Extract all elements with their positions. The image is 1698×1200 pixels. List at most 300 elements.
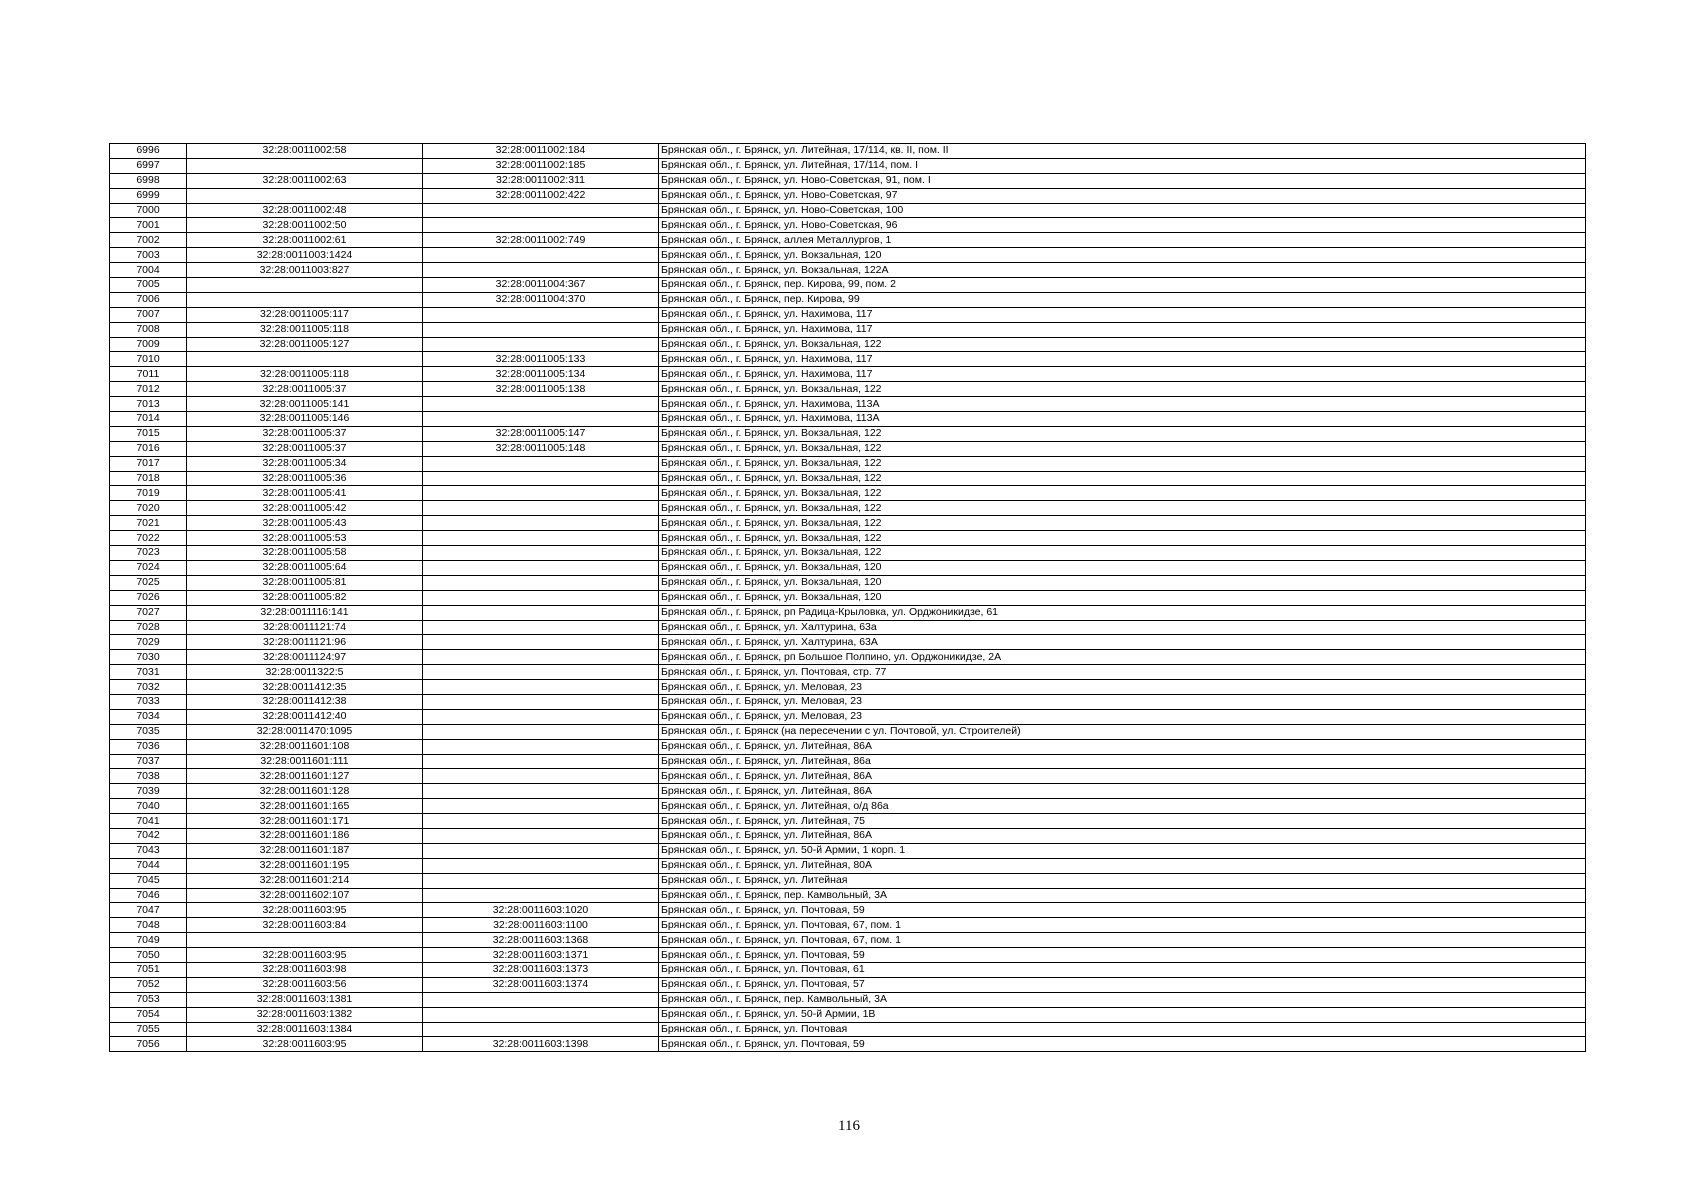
address-cell: Брянская обл., г. Брянск, рп Радица-Крыловка, ул. Орджоникидзе, 61 <box>659 605 1586 620</box>
land-cadastral-number-cell: 32:28:0011603:84 <box>187 918 423 933</box>
address-cell: Брянская обл., г. Брянск, ул. Литейная, 75 <box>659 814 1586 829</box>
table-row <box>110 292 1586 307</box>
building-cadastral-number-cell <box>423 456 659 471</box>
address-cell: Брянская обл., г. Брянск, ул. Вокзальная, 120 <box>659 575 1586 590</box>
table-row <box>110 516 1586 531</box>
address-cell: Брянская обл., г. Брянск, пер. Кирова, 99, пом. 2 <box>659 278 1586 293</box>
address-cell: Брянская обл., г. Брянск, пер. Камвольный, 3А <box>659 992 1586 1007</box>
table-row <box>110 560 1586 575</box>
table-row <box>110 650 1586 665</box>
land-cadastral-number-cell: 32:28:0011603:1381 <box>187 992 423 1007</box>
row-number-cell: 7051 <box>110 962 187 977</box>
row-number-cell: 7008 <box>110 322 187 337</box>
address-cell: Брянская обл., г. Брянск, ул. Литейная, 17/114, кв. II, пом. II <box>659 144 1586 159</box>
land-cadastral-number-cell <box>187 933 423 948</box>
building-cadastral-number-cell <box>423 769 659 784</box>
row-number-cell: 7032 <box>110 680 187 695</box>
address-cell: Брянская обл., г. Брянск, ул. Нахимова, 117 <box>659 352 1586 367</box>
building-cadastral-number-cell: 32:28:0011002:185 <box>423 158 659 173</box>
table-row <box>110 1037 1586 1052</box>
row-number-cell: 7026 <box>110 590 187 605</box>
table-row <box>110 694 1586 709</box>
building-cadastral-number-cell: 32:28:0011002:184 <box>423 144 659 159</box>
building-cadastral-number-cell <box>423 739 659 754</box>
land-cadastral-number-cell: 32:28:0011603:95 <box>187 903 423 918</box>
row-number-cell: 7047 <box>110 903 187 918</box>
address-cell: Брянская обл., г. Брянск, ул. Вокзальная, 122А <box>659 263 1586 278</box>
row-number-cell: 7007 <box>110 307 187 322</box>
row-number-cell: 7013 <box>110 397 187 412</box>
table-row <box>110 352 1586 367</box>
address-cell: Брянская обл., г. Брянск, ул. Халтурина, 63А <box>659 635 1586 650</box>
land-cadastral-number-cell: 32:28:0011601:108 <box>187 739 423 754</box>
land-cadastral-number-cell: 32:28:0011601:128 <box>187 784 423 799</box>
building-cadastral-number-cell: 32:28:0011603:1398 <box>423 1037 659 1052</box>
land-cadastral-number-cell: 32:28:0011005:64 <box>187 560 423 575</box>
table-row <box>110 233 1586 248</box>
building-cadastral-number-cell <box>423 888 659 903</box>
address-cell: Брянская обл., г. Брянск, ул. Вокзальная, 122 <box>659 501 1586 516</box>
building-cadastral-number-cell: 32:28:0011603:1371 <box>423 948 659 963</box>
land-cadastral-number-cell: 32:28:0011121:74 <box>187 620 423 635</box>
land-cadastral-number-cell: 32:28:0011602:107 <box>187 888 423 903</box>
row-number-cell: 7043 <box>110 843 187 858</box>
table-row <box>110 188 1586 203</box>
row-number-cell: 7037 <box>110 754 187 769</box>
land-cadastral-number-cell: 32:28:0011005:36 <box>187 471 423 486</box>
row-number-cell: 7010 <box>110 352 187 367</box>
table-row <box>110 873 1586 888</box>
address-cell: Брянская обл., г. Брянск, ул. Почтовая, 59 <box>659 1037 1586 1052</box>
building-cadastral-number-cell <box>423 814 659 829</box>
building-cadastral-number-cell <box>423 531 659 546</box>
building-cadastral-number-cell <box>423 724 659 739</box>
building-cadastral-number-cell <box>423 754 659 769</box>
row-number-cell: 7052 <box>110 977 187 992</box>
row-number-cell: 7009 <box>110 337 187 352</box>
land-cadastral-number-cell: 32:28:0011322:5 <box>187 665 423 680</box>
building-cadastral-number-cell <box>423 1022 659 1037</box>
registry-table-body <box>110 144 1586 1052</box>
address-cell: Брянская обл., г. Брянск, ул. Вокзальная, 120 <box>659 560 1586 575</box>
address-cell: Брянская обл., г. Брянск, ул. Литейная, 86а <box>659 754 1586 769</box>
table-row <box>110 322 1586 337</box>
table-row <box>110 441 1586 456</box>
address-cell: Брянская обл., г. Брянск, ул. Вокзальная, 122 <box>659 456 1586 471</box>
building-cadastral-number-cell <box>423 590 659 605</box>
address-cell: Брянская обл., г. Брянск, ул. Вокзальная, 122 <box>659 426 1586 441</box>
row-number-cell: 7056 <box>110 1037 187 1052</box>
building-cadastral-number-cell <box>423 620 659 635</box>
land-cadastral-number-cell: 32:28:0011470:1095 <box>187 724 423 739</box>
land-cadastral-number-cell: 32:28:0011005:42 <box>187 501 423 516</box>
row-number-cell: 7045 <box>110 873 187 888</box>
building-cadastral-number-cell: 32:28:0011603:1368 <box>423 933 659 948</box>
row-number-cell: 7050 <box>110 948 187 963</box>
address-cell: Брянская обл., г. Брянск, ул. Почтовая, 57 <box>659 977 1586 992</box>
address-cell: Брянская обл., г. Брянск, ул. Почтовая, 67, пом. 1 <box>659 918 1586 933</box>
building-cadastral-number-cell: 32:28:0011004:367 <box>423 278 659 293</box>
building-cadastral-number-cell <box>423 263 659 278</box>
address-cell: Брянская обл., г. Брянск, ул. Ново-Советская, 91, пом. I <box>659 173 1586 188</box>
row-number-cell: 7025 <box>110 575 187 590</box>
row-number-cell: 7031 <box>110 665 187 680</box>
land-cadastral-number-cell: 32:28:0011005:34 <box>187 456 423 471</box>
address-cell: Брянская обл., г. Брянск, ул. Меловая, 23 <box>659 694 1586 709</box>
land-cadastral-number-cell: 32:28:0011601:195 <box>187 858 423 873</box>
land-cadastral-number-cell: 32:28:0011603:98 <box>187 962 423 977</box>
row-number-cell: 7033 <box>110 694 187 709</box>
table-row <box>110 665 1586 680</box>
land-cadastral-number-cell <box>187 278 423 293</box>
building-cadastral-number-cell: 32:28:0011005:138 <box>423 382 659 397</box>
row-number-cell: 7017 <box>110 456 187 471</box>
table-row <box>110 828 1586 843</box>
land-cadastral-number-cell: 32:28:0011002:48 <box>187 203 423 218</box>
address-cell: Брянская обл., г. Брянск, ул. Нахимова, 117 <box>659 307 1586 322</box>
table-row <box>110 278 1586 293</box>
address-cell: Брянская обл., г. Брянск, ул. Вокзальная, 120 <box>659 248 1586 263</box>
land-cadastral-number-cell: 32:28:0011005:37 <box>187 382 423 397</box>
address-cell: Брянская обл., г. Брянск, ул. Литейная, 86А <box>659 739 1586 754</box>
land-cadastral-number-cell: 32:28:0011121:96 <box>187 635 423 650</box>
address-cell: Брянская обл., г. Брянск, ул. Вокзальная, 122 <box>659 471 1586 486</box>
address-cell: Брянская обл., г. Брянск, аллея Металлургов, 1 <box>659 233 1586 248</box>
address-cell: Брянская обл., г. Брянск, ул. 50-й Армии, 1В <box>659 1007 1586 1022</box>
building-cadastral-number-cell <box>423 501 659 516</box>
table-row <box>110 397 1586 412</box>
address-cell: Брянская обл., г. Брянск, ул. Литейная, 86А <box>659 784 1586 799</box>
building-cadastral-number-cell <box>423 799 659 814</box>
land-cadastral-number-cell: 32:28:0011601:171 <box>187 814 423 829</box>
row-number-cell: 7035 <box>110 724 187 739</box>
building-cadastral-number-cell <box>423 828 659 843</box>
registry-table <box>109 143 1586 1052</box>
row-number-cell: 7055 <box>110 1022 187 1037</box>
address-cell: Брянская обл., г. Брянск, ул. Литейная, о/д 86а <box>659 799 1586 814</box>
row-number-cell: 7003 <box>110 248 187 263</box>
row-number-cell: 7004 <box>110 263 187 278</box>
table-row <box>110 1022 1586 1037</box>
row-number-cell: 7011 <box>110 367 187 382</box>
land-cadastral-number-cell: 32:28:0011005:37 <box>187 426 423 441</box>
row-number-cell: 7028 <box>110 620 187 635</box>
land-cadastral-number-cell: 32:28:0011601:186 <box>187 828 423 843</box>
land-cadastral-number-cell <box>187 188 423 203</box>
row-number-cell: 7038 <box>110 769 187 784</box>
land-cadastral-number-cell: 32:28:0011124:97 <box>187 650 423 665</box>
building-cadastral-number-cell: 32:28:0011002:311 <box>423 173 659 188</box>
table-row <box>110 977 1586 992</box>
address-cell: Брянская обл., г. Брянск, ул. Меловая, 23 <box>659 680 1586 695</box>
row-number-cell: 7022 <box>110 531 187 546</box>
row-number-cell: 7030 <box>110 650 187 665</box>
building-cadastral-number-cell <box>423 858 659 873</box>
land-cadastral-number-cell: 32:28:0011005:118 <box>187 322 423 337</box>
table-row <box>110 486 1586 501</box>
land-cadastral-number-cell <box>187 292 423 307</box>
table-row <box>110 248 1586 263</box>
land-cadastral-number-cell: 32:28:0011005:118 <box>187 367 423 382</box>
address-cell: Брянская обл., г. Брянск, ул. Ново-Советская, 100 <box>659 203 1586 218</box>
table-row <box>110 724 1586 739</box>
building-cadastral-number-cell <box>423 412 659 427</box>
address-cell: Брянская обл., г. Брянск, ул. Вокзальная, 120 <box>659 590 1586 605</box>
address-cell: Брянская обл., г. Брянск, ул. Литейная, 86А <box>659 828 1586 843</box>
table-row <box>110 471 1586 486</box>
building-cadastral-number-cell: 32:28:0011002:749 <box>423 233 659 248</box>
table-row <box>110 888 1586 903</box>
address-cell: Брянская обл., г. Брянск, ул. Литейная <box>659 873 1586 888</box>
building-cadastral-number-cell <box>423 516 659 531</box>
table-row <box>110 992 1586 1007</box>
building-cadastral-number-cell <box>423 992 659 1007</box>
row-number-cell: 7023 <box>110 546 187 561</box>
address-cell: Брянская обл., г. Брянск, ул. Литейная, 17/114, пом. I <box>659 158 1586 173</box>
building-cadastral-number-cell: 32:28:0011603:1373 <box>423 962 659 977</box>
row-number-cell: 7036 <box>110 739 187 754</box>
land-cadastral-number-cell: 32:28:0011603:1384 <box>187 1022 423 1037</box>
address-cell: Брянская обл., г. Брянск, ул. Нахимова, 113А <box>659 412 1586 427</box>
building-cadastral-number-cell <box>423 218 659 233</box>
land-cadastral-number-cell: 32:28:0011003:827 <box>187 263 423 278</box>
land-cadastral-number-cell: 32:28:0011005:41 <box>187 486 423 501</box>
table-row <box>110 754 1586 769</box>
table-row <box>110 709 1586 724</box>
table-row <box>110 501 1586 516</box>
building-cadastral-number-cell: 32:28:0011002:422 <box>423 188 659 203</box>
land-cadastral-number-cell: 32:28:0011002:58 <box>187 144 423 159</box>
row-number-cell: 7044 <box>110 858 187 873</box>
building-cadastral-number-cell: 32:28:0011005:147 <box>423 426 659 441</box>
land-cadastral-number-cell <box>187 158 423 173</box>
building-cadastral-number-cell <box>423 575 659 590</box>
table-row <box>110 412 1586 427</box>
row-number-cell: 7042 <box>110 828 187 843</box>
land-cadastral-number-cell: 32:28:0011002:63 <box>187 173 423 188</box>
address-cell: Брянская обл., г. Брянск, ул. Ново-Советская, 96 <box>659 218 1586 233</box>
address-cell: Брянская обл., г. Брянск, пер. Кирова, 99 <box>659 292 1586 307</box>
address-cell: Брянская обл., г. Брянск, пер. Камвольный, 3А <box>659 888 1586 903</box>
table-row <box>110 680 1586 695</box>
row-number-cell: 7018 <box>110 471 187 486</box>
building-cadastral-number-cell <box>423 635 659 650</box>
table-row <box>110 575 1586 590</box>
table-row <box>110 263 1586 278</box>
address-cell: Брянская обл., г. Брянск, ул. Литейная, 80А <box>659 858 1586 873</box>
address-cell: Брянская обл., г. Брянск, ул. Вокзальная, 122 <box>659 441 1586 456</box>
row-number-cell: 6997 <box>110 158 187 173</box>
building-cadastral-number-cell <box>423 471 659 486</box>
land-cadastral-number-cell: 32:28:0011601:127 <box>187 769 423 784</box>
address-cell: Брянская обл., г. Брянск, рп Большое Полпино, ул. Орджоникидзе, 2А <box>659 650 1586 665</box>
table-row <box>110 620 1586 635</box>
table-row <box>110 814 1586 829</box>
building-cadastral-number-cell <box>423 873 659 888</box>
row-number-cell: 6998 <box>110 173 187 188</box>
address-cell: Брянская обл., г. Брянск, ул. Почтовая, 59 <box>659 948 1586 963</box>
building-cadastral-number-cell <box>423 665 659 680</box>
building-cadastral-number-cell: 32:28:0011603:1100 <box>423 918 659 933</box>
address-cell: Брянская обл., г. Брянск, ул. Почтовая, стр. 77 <box>659 665 1586 680</box>
address-cell: Брянская обл., г. Брянск, ул. Нахимова, 117 <box>659 367 1586 382</box>
address-cell: Брянская обл., г. Брянск (на пересечении с ул. Почтовой, ул. Строителей) <box>659 724 1586 739</box>
building-cadastral-number-cell: 32:28:0011603:1374 <box>423 977 659 992</box>
row-number-cell: 7053 <box>110 992 187 1007</box>
table-row <box>110 158 1586 173</box>
building-cadastral-number-cell <box>423 680 659 695</box>
building-cadastral-number-cell <box>423 248 659 263</box>
building-cadastral-number-cell <box>423 486 659 501</box>
table-row <box>110 903 1586 918</box>
table-row <box>110 546 1586 561</box>
row-number-cell: 7034 <box>110 709 187 724</box>
land-cadastral-number-cell: 32:28:0011601:165 <box>187 799 423 814</box>
building-cadastral-number-cell <box>423 307 659 322</box>
building-cadastral-number-cell <box>423 203 659 218</box>
row-number-cell: 7046 <box>110 888 187 903</box>
building-cadastral-number-cell <box>423 709 659 724</box>
land-cadastral-number-cell: 32:28:0011005:82 <box>187 590 423 605</box>
land-cadastral-number-cell: 32:28:0011603:1382 <box>187 1007 423 1022</box>
building-cadastral-number-cell <box>423 337 659 352</box>
address-cell: Брянская обл., г. Брянск, ул. Почтовая <box>659 1022 1586 1037</box>
row-number-cell: 7039 <box>110 784 187 799</box>
building-cadastral-number-cell <box>423 322 659 337</box>
row-number-cell: 7049 <box>110 933 187 948</box>
table-row <box>110 367 1586 382</box>
table-row <box>110 1007 1586 1022</box>
address-cell: Брянская обл., г. Брянск, ул. Ново-Советская, 97 <box>659 188 1586 203</box>
building-cadastral-number-cell <box>423 784 659 799</box>
land-cadastral-number-cell: 32:28:0011601:187 <box>187 843 423 858</box>
building-cadastral-number-cell <box>423 397 659 412</box>
land-cadastral-number-cell: 32:28:0011603:56 <box>187 977 423 992</box>
building-cadastral-number-cell: 32:28:0011603:1020 <box>423 903 659 918</box>
row-number-cell: 7019 <box>110 486 187 501</box>
land-cadastral-number-cell: 32:28:0011005:127 <box>187 337 423 352</box>
row-number-cell: 7029 <box>110 635 187 650</box>
address-cell: Брянская обл., г. Брянск, ул. Вокзальная, 122 <box>659 516 1586 531</box>
land-cadastral-number-cell: 32:28:0011005:43 <box>187 516 423 531</box>
table-row <box>110 918 1586 933</box>
address-cell: Брянская обл., г. Брянск, ул. Почтовая, 61 <box>659 962 1586 977</box>
address-cell: Брянская обл., г. Брянск, ул. Вокзальная, 122 <box>659 531 1586 546</box>
building-cadastral-number-cell: 32:28:0011004:370 <box>423 292 659 307</box>
building-cadastral-number-cell <box>423 1007 659 1022</box>
land-cadastral-number-cell: 32:28:0011412:35 <box>187 680 423 695</box>
row-number-cell: 7027 <box>110 605 187 620</box>
land-cadastral-number-cell: 32:28:0011005:37 <box>187 441 423 456</box>
land-cadastral-number-cell: 32:28:0011005:58 <box>187 546 423 561</box>
table-row <box>110 635 1586 650</box>
row-number-cell: 7000 <box>110 203 187 218</box>
table-row <box>110 337 1586 352</box>
land-cadastral-number-cell: 32:28:0011005:117 <box>187 307 423 322</box>
table-row <box>110 769 1586 784</box>
table-row <box>110 784 1586 799</box>
building-cadastral-number-cell <box>423 650 659 665</box>
row-number-cell: 7012 <box>110 382 187 397</box>
land-cadastral-number-cell: 32:28:0011601:111 <box>187 754 423 769</box>
building-cadastral-number-cell <box>423 694 659 709</box>
land-cadastral-number-cell: 32:28:0011412:38 <box>187 694 423 709</box>
table-row <box>110 799 1586 814</box>
table-row <box>110 843 1586 858</box>
address-cell: Брянская обл., г. Брянск, ул. Почтовая, 67, пом. 1 <box>659 933 1586 948</box>
land-cadastral-number-cell: 32:28:0011603:95 <box>187 1037 423 1052</box>
table-row <box>110 933 1586 948</box>
row-number-cell: 7024 <box>110 560 187 575</box>
address-cell: Брянская обл., г. Брянск, ул. Вокзальная, 122 <box>659 337 1586 352</box>
page-number: 116 <box>838 1118 860 1134</box>
row-number-cell: 7006 <box>110 292 187 307</box>
row-number-cell: 7040 <box>110 799 187 814</box>
land-cadastral-number-cell: 32:28:0011603:95 <box>187 948 423 963</box>
building-cadastral-number-cell <box>423 843 659 858</box>
address-cell: Брянская обл., г. Брянск, ул. Халтурина, 63а <box>659 620 1586 635</box>
table-row <box>110 218 1586 233</box>
table-row <box>110 531 1586 546</box>
address-cell: Брянская обл., г. Брянск, ул. Почтовая, 59 <box>659 903 1586 918</box>
table-row <box>110 382 1586 397</box>
table-row <box>110 456 1586 471</box>
table-row <box>110 307 1586 322</box>
land-cadastral-number-cell: 32:28:0011005:141 <box>187 397 423 412</box>
table-row <box>110 590 1586 605</box>
table-row <box>110 605 1586 620</box>
building-cadastral-number-cell <box>423 560 659 575</box>
row-number-cell: 7020 <box>110 501 187 516</box>
land-cadastral-number-cell: 32:28:0011601:214 <box>187 873 423 888</box>
address-cell: Брянская обл., г. Брянск, ул. Вокзальная, 122 <box>659 546 1586 561</box>
building-cadastral-number-cell: 32:28:0011005:148 <box>423 441 659 456</box>
row-number-cell: 7048 <box>110 918 187 933</box>
row-number-cell: 7014 <box>110 412 187 427</box>
land-cadastral-number-cell: 32:28:0011002:61 <box>187 233 423 248</box>
address-cell: Брянская обл., г. Брянск, ул. Нахимова, 113А <box>659 397 1586 412</box>
address-cell: Брянская обл., г. Брянск, ул. Нахимова, 117 <box>659 322 1586 337</box>
row-number-cell: 6999 <box>110 188 187 203</box>
row-number-cell: 7041 <box>110 814 187 829</box>
address-cell: Брянская обл., г. Брянск, ул. Вокзальная, 122 <box>659 486 1586 501</box>
land-cadastral-number-cell: 32:28:0011005:81 <box>187 575 423 590</box>
row-number-cell: 6996 <box>110 144 187 159</box>
land-cadastral-number-cell: 32:28:0011002:50 <box>187 218 423 233</box>
land-cadastral-number-cell <box>187 352 423 367</box>
row-number-cell: 7021 <box>110 516 187 531</box>
row-number-cell: 7015 <box>110 426 187 441</box>
table-row <box>110 426 1586 441</box>
row-number-cell: 7005 <box>110 278 187 293</box>
address-cell: Брянская обл., г. Брянск, ул. Вокзальная, 122 <box>659 382 1586 397</box>
table-row <box>110 203 1586 218</box>
address-cell: Брянская обл., г. Брянск, ул. 50-й Армии, 1 корп. 1 <box>659 843 1586 858</box>
row-number-cell: 7001 <box>110 218 187 233</box>
row-number-cell: 7002 <box>110 233 187 248</box>
building-cadastral-number-cell <box>423 605 659 620</box>
building-cadastral-number-cell: 32:28:0011005:133 <box>423 352 659 367</box>
row-number-cell: 7054 <box>110 1007 187 1022</box>
land-cadastral-number-cell: 32:28:0011005:53 <box>187 531 423 546</box>
address-cell: Брянская обл., г. Брянск, ул. Литейная, 86А <box>659 769 1586 784</box>
table-row <box>110 858 1586 873</box>
building-cadastral-number-cell: 32:28:0011005:134 <box>423 367 659 382</box>
land-cadastral-number-cell: 32:28:0011116:141 <box>187 605 423 620</box>
row-number-cell: 7016 <box>110 441 187 456</box>
table-row <box>110 948 1586 963</box>
land-cadastral-number-cell: 32:28:0011003:1424 <box>187 248 423 263</box>
